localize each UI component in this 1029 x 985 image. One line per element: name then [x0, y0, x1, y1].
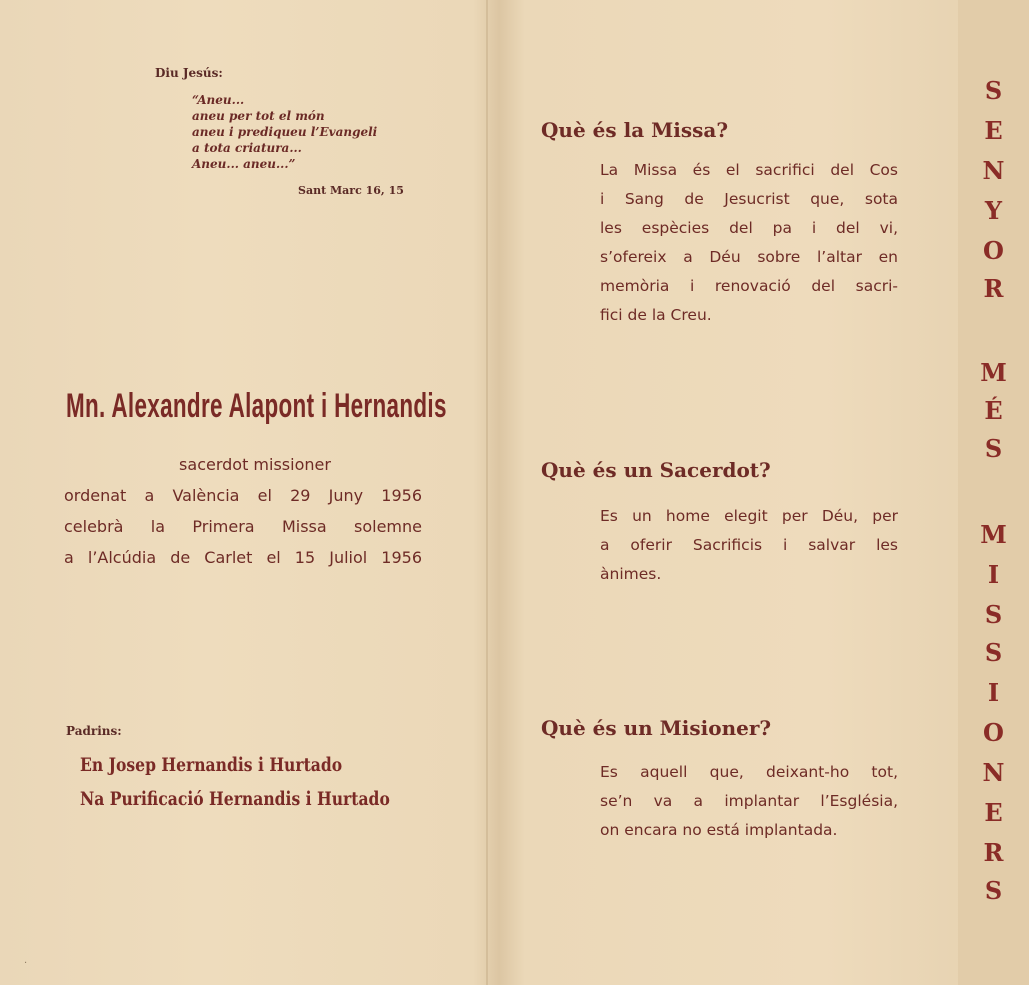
section-line: on encara no está implantada.	[600, 821, 838, 839]
quote-line: “Aneu...	[192, 93, 245, 107]
vertical-letter: M	[980, 520, 1007, 549]
vertical-letter: I	[987, 560, 1000, 589]
vertical-letter: R	[983, 838, 1004, 867]
section-line: ànimes.	[600, 565, 662, 583]
section-line: La Missa és el sacrifici del Cos	[600, 161, 898, 179]
quote-line: a tota criatura...	[192, 141, 302, 155]
quote-reference: Sant Marc 16, 15	[298, 184, 404, 197]
ordination-line: ordenat a València el 29 Juny 1956	[64, 486, 422, 505]
section-line: Es un home elegit per Déu, per	[600, 507, 898, 525]
section-title-missa: Què és la Missa?	[541, 118, 729, 142]
vertical-letter: Y	[984, 196, 1003, 225]
quote-text	[192, 92, 377, 172]
section-line: a oferir Sacrificis i salvar les	[600, 536, 898, 554]
section-line: les espècies del pa i del vi,	[600, 219, 898, 237]
ordination-line: celebrà la Primera Missa solemne	[64, 517, 422, 536]
priest-role: sacerdot missioner	[179, 455, 331, 474]
vertical-letter: I	[987, 678, 1000, 707]
section-title-misioner: Què és un Misioner?	[541, 716, 772, 740]
section-line: Es aquell que, deixant-ho tot,	[600, 763, 898, 781]
padrin-name: En Josep Hernandis i Hurtado	[80, 754, 343, 776]
section-line: fici de la Creu.	[600, 306, 712, 324]
priest-name: Mn. Alexandre Alapont i Hernandis	[66, 387, 447, 425]
vertical-letter: S	[984, 638, 1003, 667]
paper-mark: ·	[24, 958, 28, 969]
section-line: s’ofereix a Déu sobre l’altar en	[600, 248, 898, 266]
ordination-info	[64, 450, 422, 573]
vertical-letter: N	[982, 156, 1005, 185]
section-line: i Sang de Jesucrist que, sota	[600, 190, 898, 208]
vertical-letter: O	[983, 718, 1004, 747]
section-body-sacerdot	[600, 502, 898, 589]
section-line: se’n va a implantar l’Església,	[600, 792, 898, 810]
padrins-names	[80, 748, 390, 816]
section-title-sacerdot: Què és un Sacerdot?	[541, 458, 771, 482]
section-body-missa	[600, 156, 898, 330]
quote-line: aneu i prediqueu l’Evangeli	[192, 125, 378, 139]
quote-line: aneu per tot el món	[192, 109, 325, 123]
vertical-letter: O	[983, 236, 1004, 265]
quote-line: Aneu... aneu...”	[192, 157, 296, 171]
quote-heading: Diu Jesús:	[155, 66, 223, 80]
vertical-letter: S	[984, 434, 1003, 463]
vertical-letter: M	[980, 358, 1007, 387]
ordination-line: a l’Alcúdia de Carlet el 15 Juliol 1956	[64, 548, 422, 567]
padrins-heading: Padrins:	[66, 724, 122, 738]
vertical-letter: E	[984, 116, 1003, 145]
vertical-letter: S	[984, 876, 1003, 905]
vertical-letter: É	[984, 396, 1003, 425]
padrin-name: Na Purificació Hernandis i Hurtado	[80, 788, 390, 810]
vertical-letter: N	[982, 758, 1005, 787]
section-body-misioner	[600, 758, 898, 845]
vertical-letter: S	[984, 600, 1003, 629]
vertical-letter: E	[984, 798, 1003, 827]
section-line: memòria i renovació del sacri-	[600, 277, 898, 295]
vertical-letter: S	[984, 76, 1003, 105]
vertical-letter: R	[983, 274, 1004, 303]
center-fold	[486, 0, 488, 985]
